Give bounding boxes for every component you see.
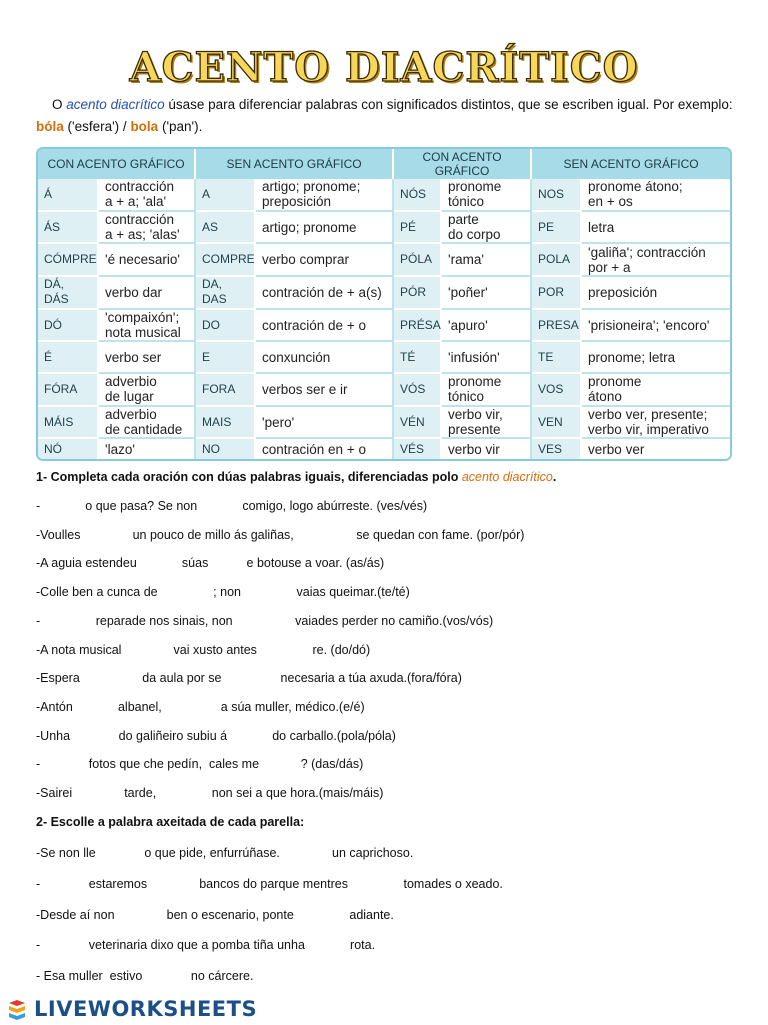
table-word: POLA: [531, 243, 581, 276]
table-word: PRÉSA: [393, 309, 441, 342]
table-header: CON ACENTO GRÁFICO: [393, 149, 531, 179]
exercise-2-sentence: -Desde aí non ben o escenario, ponte adiante.: [36, 907, 394, 922]
table-word: DA, DAS: [195, 276, 255, 309]
table-meaning: letra: [581, 211, 730, 244]
table-row: [38, 438, 730, 459]
intro-example-1: bóla: [36, 119, 64, 134]
table-word: PÉ: [393, 211, 441, 244]
table-meaning: artigo; pronome: [255, 211, 393, 244]
table-word: DÁ, DÁS: [38, 276, 98, 309]
table-word: PÓLA: [393, 243, 441, 276]
table-word: DO: [195, 309, 255, 342]
table-word: NOS: [531, 179, 581, 211]
table-meaning: 'galiña'; contracción por + a: [581, 243, 730, 276]
table-word: É: [38, 341, 98, 373]
table-word: VÉS: [393, 438, 441, 459]
table-row: [38, 276, 730, 309]
table-meaning: pronome; letra: [581, 341, 730, 373]
table-meaning: contracción a + a; 'ala': [98, 179, 195, 211]
table-meaning: pronome tónico: [441, 179, 531, 211]
table-meaning: 'é necesario': [98, 243, 195, 276]
exercise-1-title-term: acento diacrítico: [461, 470, 553, 484]
table-meaning: 'apuro': [441, 309, 531, 342]
table-word: MÁIS: [38, 406, 98, 439]
table-row: [38, 309, 730, 342]
footer-brand-text: LIVEWORKSHEETS: [34, 997, 258, 1021]
table-meaning: verbo vir, presente: [441, 406, 531, 439]
diacritic-table: [36, 147, 732, 461]
exercise-1-sentence: -Espera da aula por se necesaria a túa axuda.(fora/fóra): [36, 671, 462, 686]
table-meaning: preposición: [581, 276, 730, 309]
table-meaning: verbo vir: [441, 438, 531, 459]
table-row: [38, 341, 730, 373]
table-meaning: 'lazo': [98, 438, 195, 459]
table-row: [38, 406, 730, 439]
exercise-2-title: 2- Escolle a palabra axeitada de cada parella:: [36, 815, 305, 829]
exercise-1-title-text: 1- Completa cada oración con dúas palabras iguais, diferenciadas polo: [36, 470, 462, 484]
table-word: MAIS: [195, 406, 255, 439]
table-meaning: conxunción: [255, 341, 393, 373]
exercise-1-sentence: -Sairei tarde, non sei a que hora.(mais/máis): [36, 786, 384, 800]
table-row: [38, 179, 730, 211]
exercise-1-sentence: - reparade nos sinais, non vaiades perder no camiño.(vos/vós): [36, 613, 494, 628]
table-meaning: contración de + a(s): [255, 276, 393, 309]
table-word: Á: [38, 179, 98, 211]
exercise-1-sentence: - fotos que che pedín, cales me ? (das/dás): [36, 757, 364, 772]
exercise-2-sentence: - Esa muller estivo no cárcere.: [36, 969, 254, 984]
exercise-1-title-end: .: [552, 470, 557, 484]
table-row: [38, 373, 730, 406]
table-meaning: 'prisioneira'; 'encoro': [581, 309, 730, 342]
exercise-1-title: [36, 470, 556, 484]
table-meaning: pronome átono: [581, 373, 730, 406]
intro-gloss-1: ('esfera') /: [63, 119, 131, 134]
exercise-2-sentence: - estaremos bancos do parque mentres tomades o xeado.: [36, 876, 503, 891]
exercise-1-sentence: -Colle ben a cunca de ; non vaias queimar.(te/té): [36, 585, 410, 600]
table-word: NÓS: [393, 179, 441, 211]
table-word: E: [195, 341, 255, 373]
table-meaning: parte do corpo: [441, 211, 531, 244]
exercise-2-sentence: - veterinaria dixo que a pomba tiña unha rota.: [36, 938, 376, 953]
table-word: AS: [195, 211, 255, 244]
table-meaning: artigo; pronome; preposición: [255, 179, 393, 211]
table-word: CÓMPRE: [38, 243, 98, 276]
table-meaning: verbos ser e ir: [255, 373, 393, 406]
table-word: FORA: [195, 373, 255, 406]
intro-lead: O: [52, 97, 63, 112]
exercise-1-sentence: -Antón albanel, a súa muller, médico.(e/é): [36, 699, 365, 714]
table-meaning: 'infusión': [441, 341, 531, 373]
table-meaning: verbo ser: [98, 341, 195, 373]
exercise-1-sentence: - o que pasa? Se non comigo, logo abúrreste. (ves/vés): [36, 499, 428, 513]
table-meaning: verbo comprar: [255, 243, 393, 276]
table-word: VÉN: [393, 406, 441, 439]
table-word: VES: [531, 438, 581, 459]
table-meaning: pronome átono; en + os: [581, 179, 730, 211]
table-word: TE: [531, 341, 581, 373]
table-row: [38, 243, 730, 276]
exercise-1-sentence: -Unha do galiñeiro subiu á do carballo.(pola/póla): [36, 728, 396, 743]
intro-gloss-2: ('pan').: [158, 119, 203, 134]
table-meaning: pronome tónico: [441, 373, 531, 406]
table-meaning: verbo ver, presente; verbo vir, imperativo: [581, 406, 730, 439]
table-word: TÉ: [393, 341, 441, 373]
table-meaning: contracción a + as; 'alas': [98, 211, 195, 244]
exercise-2-sentence: -Se non lle o que pide, enfurrúñase. un caprichoso.: [36, 846, 414, 860]
table-header-row: [38, 149, 730, 179]
table-word: DÓ: [38, 309, 98, 342]
liveworksheets-logo-icon: [6, 998, 28, 1020]
table-meaning: 'poñer': [441, 276, 531, 309]
table-word: ÁS: [38, 211, 98, 244]
intro-example-2: bola: [130, 119, 159, 134]
table-word: PE: [531, 211, 581, 244]
table-meaning: verbo dar: [98, 276, 195, 309]
table-meaning: 'compaixón'; nota musical: [98, 309, 195, 342]
table-meaning: 'rama': [441, 243, 531, 276]
table-word: VOS: [531, 373, 581, 406]
table-word: A: [195, 179, 255, 211]
table-word: POR: [531, 276, 581, 309]
table-row: [38, 211, 730, 244]
table-word: PÓR: [393, 276, 441, 309]
table-word: VEN: [531, 406, 581, 439]
table-meaning: verbo ver: [581, 438, 730, 459]
table-meaning: 'pero': [255, 406, 393, 439]
page-title: ACENTO DIACRÍTICO: [129, 44, 639, 91]
table-meaning: contración en + o: [255, 438, 393, 459]
table-meaning: adverbio de lugar: [98, 373, 195, 406]
exercise-1-sentence: -Voulles un pouco de millo ás galiñas, se quedan con fame. (por/pór): [36, 527, 525, 542]
table-word: FÓRA: [38, 373, 98, 406]
intro-text: úsase para diferenciar palabras con significados distintos, que se escriben igual. Por exemplo:: [164, 97, 733, 112]
exercise-1-sentence: -A aguia estendeu súas e botouse a voar. (as/ás): [36, 556, 385, 571]
footer-brand: [6, 994, 257, 1024]
table-header: SEN ACENTO GRÁFICO: [531, 149, 730, 179]
intro-term: acento diacrítico: [66, 97, 165, 112]
table-word: NO: [195, 438, 255, 459]
table-word: PRESA: [531, 309, 581, 342]
table-meaning: contración de + o: [255, 309, 393, 342]
intro-paragraph: [36, 94, 736, 138]
table-word: VÓS: [393, 373, 441, 406]
table-word: COMPRE: [195, 243, 255, 276]
table-word: NÓ: [38, 438, 98, 459]
table-header: SEN ACENTO GRÁFICO: [195, 149, 393, 179]
exercise-1-sentence: -A nota musical vai xusto antes re. (do/dó): [36, 642, 371, 657]
table-header: CON ACENTO GRÁFICO: [38, 149, 195, 179]
table-meaning: adverbio de cantidade: [98, 406, 195, 439]
